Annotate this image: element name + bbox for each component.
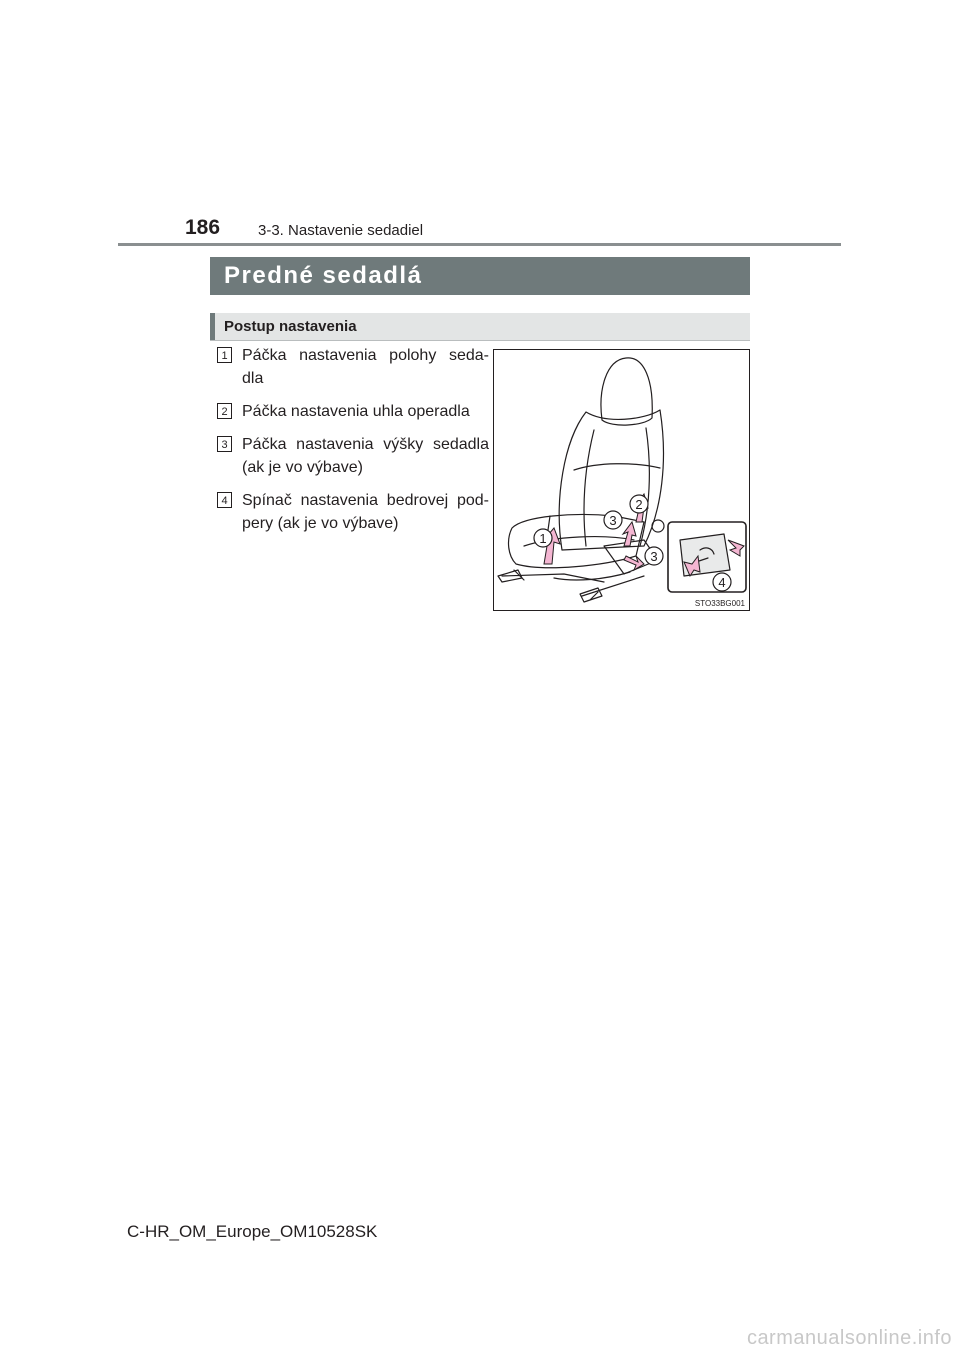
subtitle-bar xyxy=(210,313,750,341)
footer-document-code: C-HR_OM_Europe_OM10528SK xyxy=(127,1222,378,1241)
item-text: Spínač nastavenia bedrovej pod- pery (ak je vo výbave) xyxy=(242,492,489,532)
page-title: Predné sedadlá xyxy=(224,262,423,289)
section-header: 3-3. Nastavenie sedadiel xyxy=(258,222,424,239)
seat-illustration xyxy=(493,349,750,611)
figure-code: STO33BG001 xyxy=(694,599,745,608)
item-text: Páčka nastavenia výšky sedadla (ak je vo výbave) xyxy=(242,436,489,476)
list-item xyxy=(217,489,489,535)
item-text: Páčka nastavenia uhla operadla xyxy=(242,403,470,420)
item-text: Páčka nastavenia polohy seda- dla xyxy=(242,347,489,387)
seat-drawing xyxy=(494,350,749,610)
headrest-outline xyxy=(601,358,652,425)
callout-label-3a: 3 xyxy=(609,513,617,528)
arrow-3b xyxy=(624,556,644,570)
seat-rails xyxy=(502,570,644,600)
subtitle: Postup nastavenia xyxy=(224,318,357,335)
callout-label-2: 2 xyxy=(635,497,643,512)
page-number: 186 xyxy=(185,216,221,239)
list-item xyxy=(217,433,489,479)
list-item xyxy=(217,400,489,423)
instruction-list xyxy=(217,344,489,545)
callout-label-3b: 3 xyxy=(650,549,658,564)
callout-label-1: 1 xyxy=(539,531,547,546)
item-marker: 1 xyxy=(217,347,232,363)
header-divider xyxy=(118,243,841,246)
callout-label-4: 4 xyxy=(718,575,726,590)
item-marker: 2 xyxy=(217,403,232,419)
list-item xyxy=(217,344,489,390)
item-marker: 3 xyxy=(217,436,232,452)
arrow-3a xyxy=(623,522,636,546)
subtitle-accent xyxy=(210,313,215,340)
title-bar xyxy=(210,257,750,295)
item-marker: 4 xyxy=(217,492,232,508)
watermark: carmanualsonline.info xyxy=(746,1327,952,1349)
